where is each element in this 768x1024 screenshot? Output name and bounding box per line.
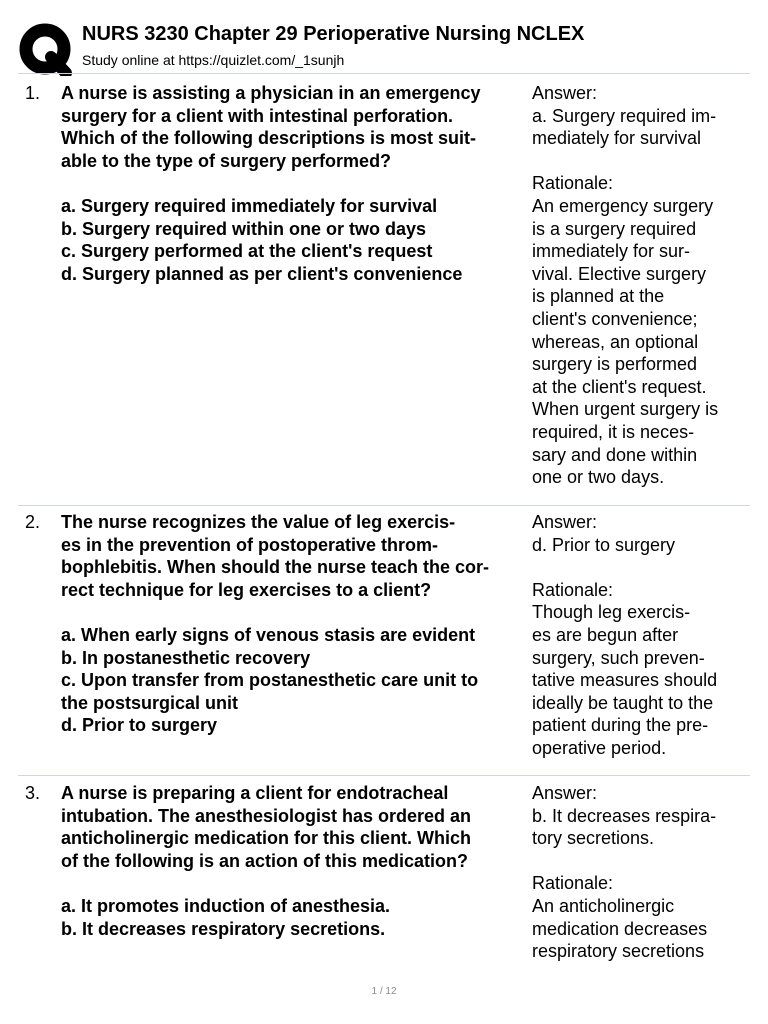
page-number: 1 / 12 — [371, 986, 397, 997]
study-online-link[interactable]: Study online at https://quizlet.com/_1sunjh — [82, 52, 345, 68]
question-text: A nurse is preparing a client for endotracheal intubation. The anesthesiologist has ordered an anticholinergic medication for this client. Which of the following is an action of this medication? a. It promotes induction of anesthesia. b. It decreases respiratory secretions. — [61, 783, 472, 939]
page-header — [18, 14, 750, 72]
divider — [18, 775, 750, 776]
answer-text: Answer: a. Surgery required im- mediately for survival Rationale: An emergency surgery is a surgery required immediately for sur- vival. Elective surgery is planned at the client's convenience; whereas, an optional surgery is performed at the client's request. When urgent surgery is required, it is neces- sary and done within one or two days. — [532, 83, 719, 488]
divider — [18, 73, 750, 74]
divider — [18, 505, 750, 506]
card-number: 1. — [25, 83, 41, 103]
document-title: NURS 3230 Chapter 29 Perioperative Nursing NCLEX — [82, 23, 585, 45]
answer-text: Answer: d. Prior to surgery Rationale: Though leg exercis- es are begun after surgery, such preven- tative measures should ideally be taught to the patient during the pre- operative period. — [532, 512, 718, 758]
card-number: 3. — [25, 783, 41, 803]
question-text: A nurse is assisting a physician in an emergency surgery for a client with intestinal perforation. Which of the following descriptions is most suit- able to the type of surgery performed? a. Surgery required immediately for survival b. Surgery required within one or two days c. Surgery performed at the client's request d. Surgery planned as per client's convenience — [61, 83, 481, 284]
card-number: 2. — [25, 512, 41, 532]
quizlet-logo-icon — [18, 22, 72, 76]
answer-text: Answer: b. It decreases respira- tory secretions. Rationale: An anticholinergic medication decreases respiratory secretions — [532, 783, 717, 962]
question-text: The nurse recognizes the value of leg exercis- es in the prevention of postoperative throm- bophlebitis. When should the nurse teach the cor- rect technique for leg exercises to a client? a. When early signs of venous stasis are evident b. In postanesthetic recovery c. Upon transfer from postanesthetic care unit to the postsurgical unit d. Prior to surgery — [61, 512, 490, 736]
